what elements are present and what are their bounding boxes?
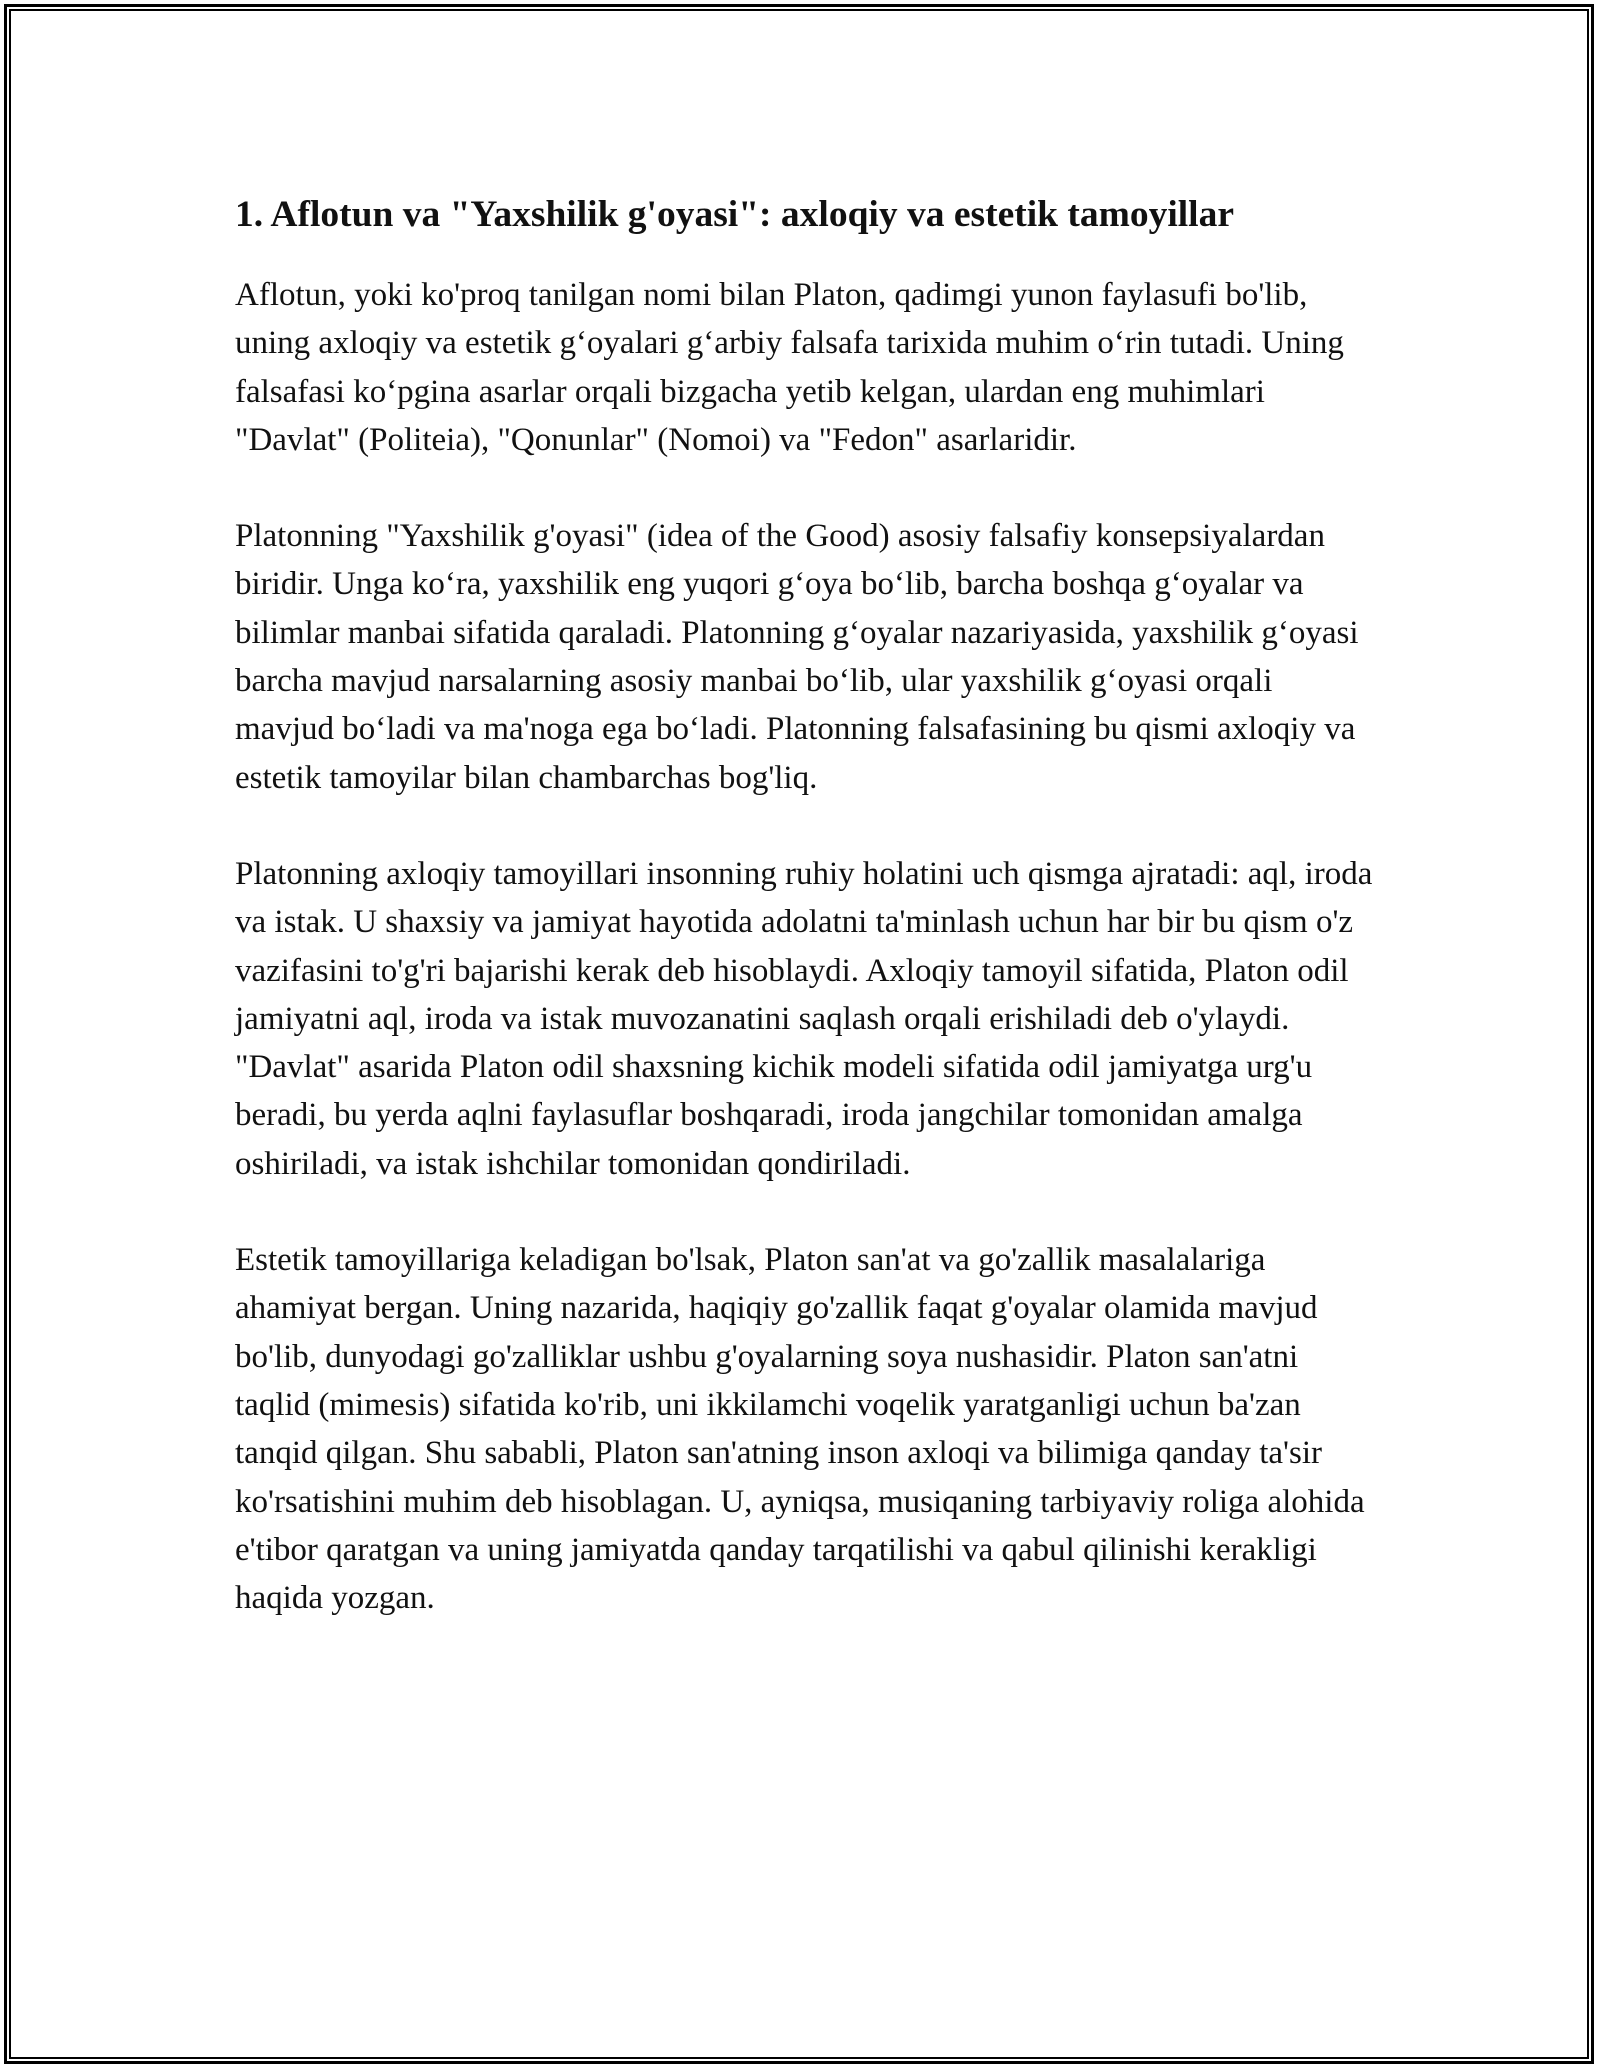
paragraph-aesthetic-principles: Estetik tamoyillariga keladigan bo'lsak, Platon san'at va go'zallik masalalariga ahamiyat bergan. Uning nazarida, haqiqiy go'zallik faqat g'oyalar olamida mavjud bo'lib, dunyodagi go'zalliklar ushbu g'oyalarning soya nushasidir. Platon san'atni taqlid (mimesis) sifatida ko'rib, uni ikkilamchi voqelik yaratganligi uchun ba'zan tanqid qilgan. Shu sababli, Platon san'atning inson axloqi va bilimiga qanday ta'sir ko'rsatishini muhim deb hisoblagan. U, ayniqsa, musiqaning tarbiyaviy roliga alohida e'tibor qaratgan va uning jamiyatda qanday tarqatilishi va qabul qilinishi kerakligi haqida yozgan. bbox=[235, 1242, 1365, 1617]
paragraph-idea-of-good: Platonning "Yaxshilik g'oyasi" (idea of the Good) asosiy falsafiy konsepsiyalardan biridir. Unga ko‘ra, yaxshilik eng yuqori g‘oya bo‘lib, barcha boshqa g‘oyalar va bilimlar manbai sifatida qaraladi. Platonning g‘oyalar nazariyasida, yaxshilik g‘oyasi barcha mavjud narsalarning asosiy manbai bo‘lib, ular yaxshilik g‘oyasi orqali mavjud bo‘ladi va ma'noga ega bo‘ladi. Platonning falsafasining bu qismi axloqiy va estetik tamoyilar bilan chambarchas bog'liq. bbox=[235, 518, 1359, 796]
document-title: 1. Aflotun va "Yaxshilik g'oyasi": axloqiy va estetik tamoyillar bbox=[235, 194, 1234, 235]
paragraph-intro: Aflotun, yoki ko'proq tanilgan nomi bilan Platon, qadimgi yunon faylasufi bo'lib, uning axloqiy va estetik g‘oyalari g‘arbiy falsafa tarixida muhim o‘rin tutadi. Uning falsafasi ko‘pgina asarlar orqali bizgacha yetib kelgan, ulardan eng muhimlari "Davlat" (Politeia), "Qonunlar" (Nomoi) va "Fedon" asarlaridir. bbox=[235, 277, 1344, 458]
paragraph-ethical-principles: Platonning axloqiy tamoyillari insonning ruhiy holatini uch qismga ajratadi: aql, iroda va istak. U shaxsiy va jamiyat hayotida adolatni ta'minlash uchun har bir bu qism o'z vazifasini to'g'ri bajarishi kerak deb hisoblaydi. Axloqiy tamoyil sifatida, Platon odil jamiyatni aql, iroda va istak muvozanatini saqlash orqali erishiladi deb o'ylaydi. "Davlat" asarida Platon odil shaxsning kichik modeli sifatida odil jamiyatga urg'u beradi, bu yerda aqlni faylasuflar boshqaradi, iroda jangchilar tomonidan amalga oshiriladi, va istak ishchilar tomonidan qondiriladi. bbox=[235, 855, 1373, 1182]
document-body bbox=[235, 185, 1375, 1622]
